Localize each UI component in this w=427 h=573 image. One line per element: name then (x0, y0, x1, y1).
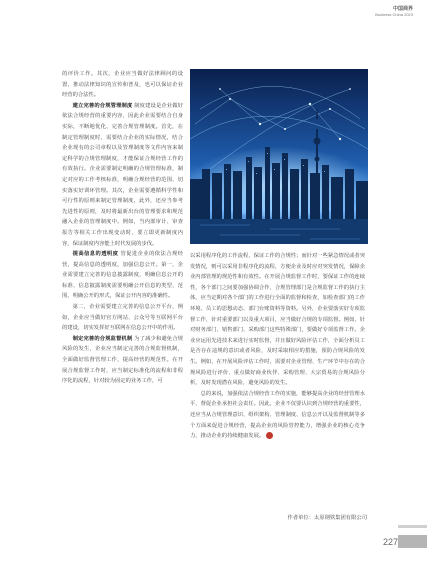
end-mark-icon (266, 432, 273, 439)
paragraph: 第二，企业需要建立完善的信息公开平台，例如，企业应当做好官方网站、公众号等互联网平台的建设，切实发挥好互联网在信息公开中的作用。 (62, 304, 183, 332)
city-skyline-photo (190, 69, 368, 244)
page-number: 227 (383, 537, 399, 547)
masthead-subtitle: Business China 2023 (375, 12, 413, 18)
paragraph: 的评价工作。其次，企业应当做好法律顾问的设置，推动法律知识的宣传和普及，也可以保证企业经营的合法性。 (62, 71, 183, 99)
author-affiliation: 作者单位：太原钢铁集团有限公司 (287, 515, 367, 521)
corner-bar (398, 535, 427, 548)
section-body: 制度建设是企业做好依法合规经营的重要内容，因此企业需要结合自身实际，不断地优化、完善合规管理制度。首先，在制定管理制度时，需要结合企业的实际情况，结合企业现有的公司章程以及管理制度等文件内容来制定科学的合规管理制度，才能保证合规经营工作的有效执行。企业需要制定明确的合规管理标准，制定对应的工作考核标准，明确合规经营的范围、切实落实好训环管理。其次，企业需要遵循科学性和可行性的原则来制定管理制度，此外，还应当参考先进性的原则，及时将最新出台的管理要求和规范融入企业的管理制度中。例如，当内部审计、审查报告等相关工作出现变动时，要立即更新制度内容，保证制度内容能上时代发展的步伐。 (62, 102, 183, 247)
paragraph: 以采用程序化的工作流程，保证工作的合规性；而针对一些紧急情况或者突发情况，则可以采用非程序化的流程，方便企业及时应对突发情况，保障企业内部管理的规范性和有效性。在开展合规监督工作时，要保证工作的连续性，各个部门之间要加强协调合作，合规管理部门是合规监督工作的执行主体，应当定期对各个部门的工作进行全面的监督和检查，如检查部门的工作环境、员工的思想动态、部门台账资料等资料。另外，企业要落实好专项监督工作，针对重要部门以及重大项目，应当做好合规的专项监督。例如，针对财务部门、销售部门、采购部门这些特殊部门，要做好专项监督工作。企业应运用先进技术来进行实时监督，并且做好风险评估工作，全面分析员工是否存在违规的意识或者风险，及时采取相应的措施，预防合规风险的发生。例如，在开展风险评估工作时，需要对企业管理、生产环节中存在的合规风险进行评价、重点做好商业伙伴、采购管理、大宗贸易的合规风险分析，及时发现潜在风险，避免风险的发生。 (190, 253, 365, 387)
section-heading: 建立完善的合规管理制度 (72, 102, 133, 109)
conclusion-text: 总的来说，加强依法合规经营工作的实施，能够提高企业的经营管理水平，督促企业承担社会责任。因此，企业不仅要认识到合规经营的重要性，还应当从合规管理意识、组织架构、管理制度、信息公开以及监督机制等多个方面来促进合规经营，提高企业的风险管控能力，增强企业的核心竞争力，推动企业的持续健康发展。 (190, 390, 365, 440)
left-column (62, 69, 183, 387)
section-paragraph (62, 249, 183, 302)
conclusion-paragraph (190, 389, 365, 442)
masthead (375, 6, 413, 17)
corner-stripe (398, 525, 427, 528)
right-column (190, 251, 365, 442)
section-body: 为了减少和避免合规风险的发生，企业应当制定完善的合规监督机制，全面做好监督管理工作，提高经营的规范性。在开展合规监督工作时，应当制定标准化的流程和非程序化的流程，针对较为固定的业务工作，可 (62, 335, 183, 385)
masthead-title: 中国商界 (392, 6, 413, 12)
section-heading: 提高信息的透明度 (72, 251, 119, 258)
section-paragraph (62, 101, 183, 249)
section-heading: 制定完善的合规监督机制 (72, 335, 133, 342)
section-paragraph (62, 334, 183, 387)
skyline-illustration (190, 69, 368, 244)
section-body: 管促进企业的依法合规经营，提高信息的透明度，加强信息公开。第一，企业需要建立完善的信息披露制度，明确信息公开的标准、信息披露制度需要明确公开信息的类型、范围，明确公开的形式，保证公开内容的准确性。 (62, 251, 183, 300)
